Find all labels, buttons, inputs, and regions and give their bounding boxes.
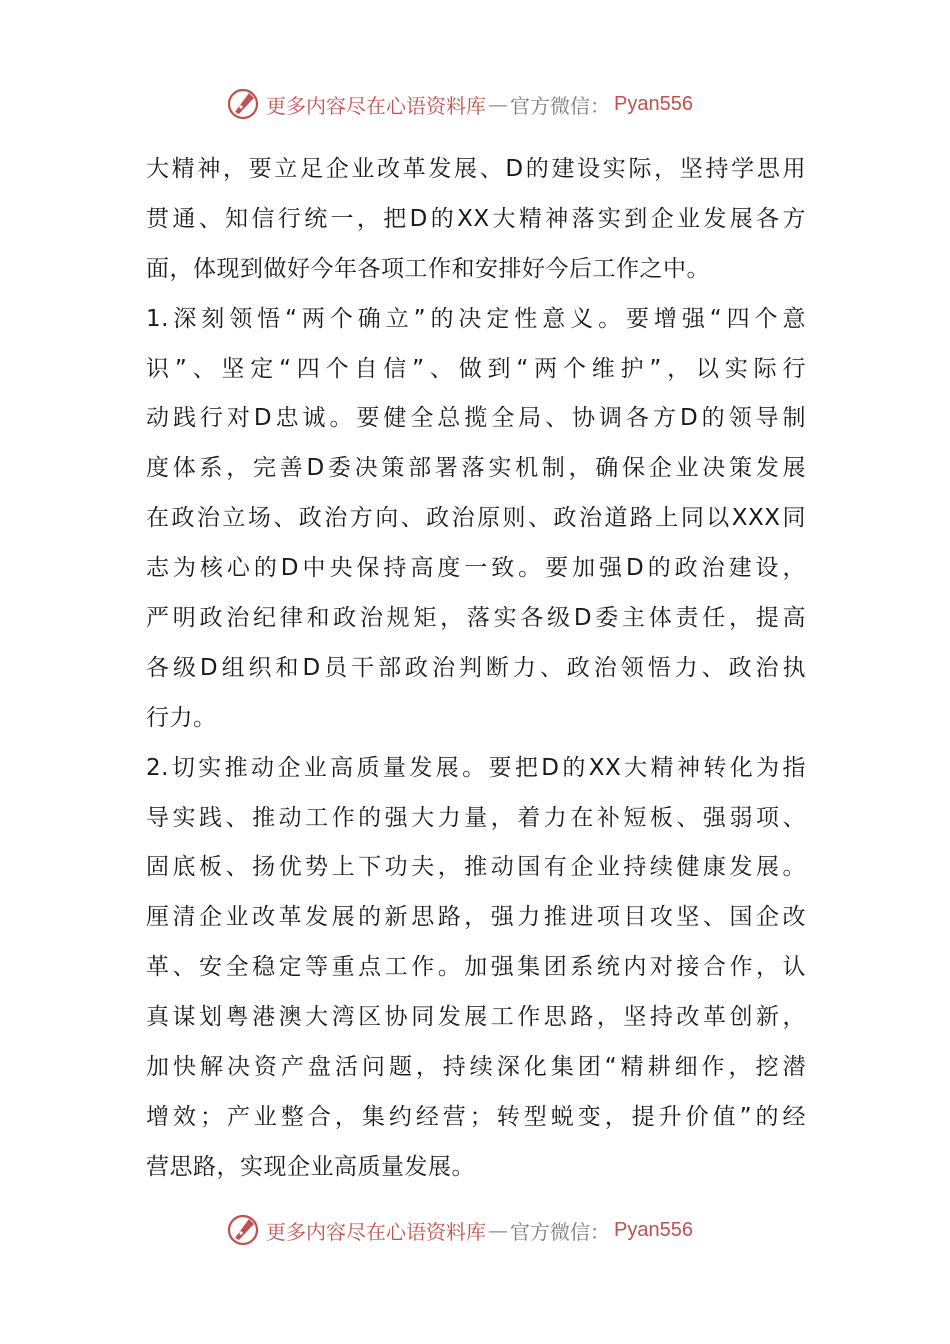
body-line: 1.深刻领悟“两个确立”的决定性意义。要增强“四个意 [146,305,806,332]
banner-contact-id: Pyan556 [614,92,693,115]
body-line: 真谋划粤港澳大湾区协同发展工作思路，坚持改革创新， [146,1004,806,1031]
document-body [146,145,806,1193]
body-line: 2.切实推动企业高质量发展。要把D的XX大精神转化为指 [146,754,806,781]
body-line: 革、安全稳定等重点工作。加强集团系统内对接合作，认 [146,954,806,981]
pen-nib-icon [226,87,260,121]
body-line: 在政治立场、政治方向、政治原则、政治道路上同以XXX同 [146,505,806,532]
body-line: 行力。 [146,704,217,731]
body-line: 严明政治纪律和政治规矩，落实各级D委主体责任，提高 [146,605,806,632]
body-line: 厘清企业改革发展的新思路，强力推进项目攻坚、国企改 [146,904,806,931]
body-line: 加快解决资产盘活问题，持续深化集团“精耕细作，挖潜 [146,1054,806,1081]
footer-banner [226,1210,693,1250]
body-line: 增效；产业整合，集约经营；转型蜕变，提升价值”的经 [146,1103,806,1130]
body-line: 贯通、知信行统一，把D的XX大精神落实到企业发展各方 [146,205,806,232]
banner-slogan: 更多内容尽在心语资料库 [266,93,486,118]
banner-contact-label: 官方微信： [510,1219,610,1244]
header-banner [226,84,693,124]
body-line: 度体系，完善D委决策部署落实机制，确保企业决策发展 [146,455,806,482]
body-line: 营思路，实现企业高质量发展。 [146,1153,475,1180]
banner-contact-label: 官方微信： [510,93,610,118]
banner-dash: — [488,1218,508,1242]
banner-contact-id: Pyan556 [614,1218,693,1241]
banner-dash: — [488,92,508,116]
body-line: 志为核心的D中央保持高度一致。要加强D的政治建设， [146,555,806,582]
body-line: 识”、坚定“四个自信”、做到“两个维护”，以实际行 [146,355,806,382]
body-line: 面，体现到做好今年各项工作和安排好今后工作之中。 [146,255,710,282]
body-line: 动践行对D忠诚。要健全总揽全局、协调各方D的领导制 [146,405,806,432]
banner-slogan: 更多内容尽在心语资料库 [266,1219,486,1244]
body-line: 固底板、扬优势上下功夫，推动国有企业持续健康发展。 [146,854,806,881]
body-line: 大精神，要立足企业改革发展、D的建设实际，坚持学思用 [146,156,806,182]
pen-nib-icon [226,1213,260,1247]
body-line: 导实践、推动工作的强大力量，着力在补短板、强弱项、 [146,804,806,831]
body-line: 各级D组织和D员干部政治判断力、政治领悟力、政治执 [146,654,806,681]
